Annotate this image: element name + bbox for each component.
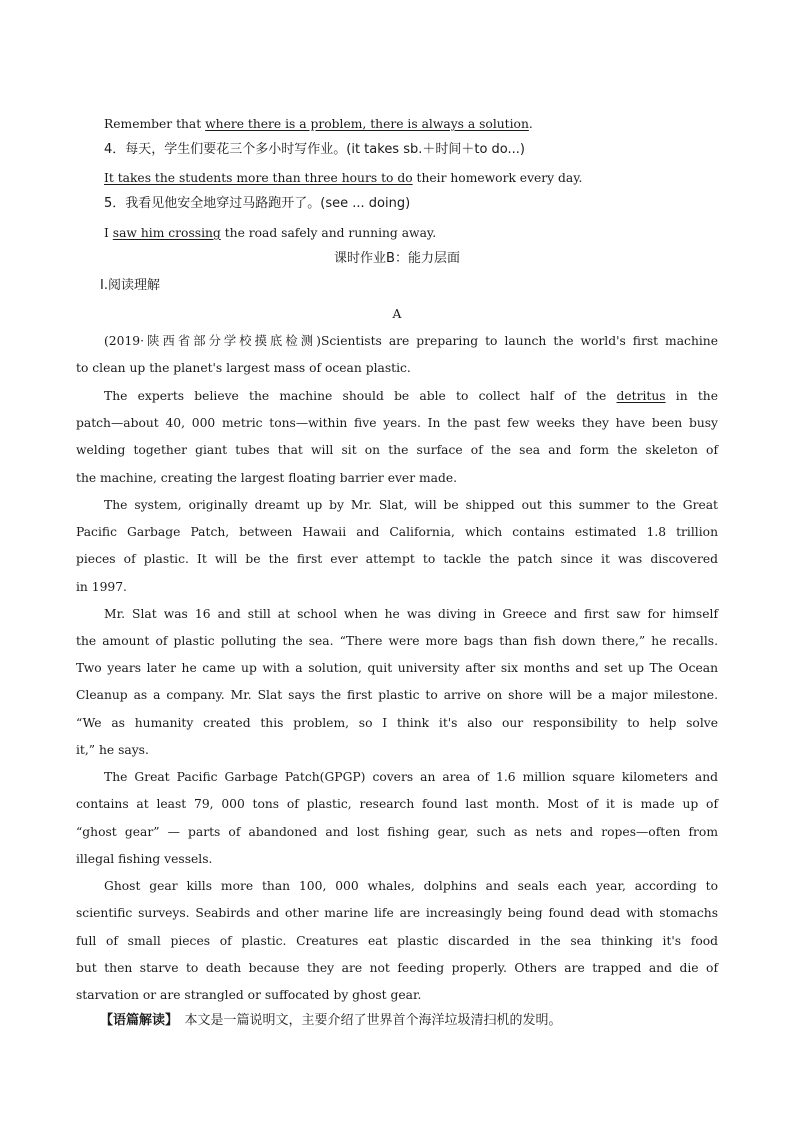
passage-line: welding together giant tubes that will sit on the surface of the sea and form the skeleton of — [76, 443, 718, 457]
answer-line-4 — [104, 170, 718, 186]
passage-line: the machine, creating the largest floating barrier ever made. — [76, 471, 458, 485]
analysis-line — [100, 1013, 714, 1029]
section-title: 课时作业B：能力层面 — [334, 251, 460, 266]
passage-line: Cleanup as a company. Mr. Slat says the first plastic to arrive on shore will be a major milestone. — [76, 688, 718, 702]
passage-line: the amount of plastic polluting the sea. “There were more bags than fish down there,” he recalls. — [76, 634, 718, 648]
passage-line: Pacific Garbage Patch, between Hawaii and California, which contains estimated 1.8 trillion — [76, 525, 718, 539]
passage-line: contains at least 79, 000 tons of plastic, research found last month. Most of it is made up of — [76, 797, 718, 811]
passage-line: (2019·陕西省部分学校摸底检测)Scientists are preparing to launch the world's first machine — [104, 334, 718, 348]
passage-line: in 1997. — [76, 580, 127, 594]
question-4: 4．每天，学生们要花三个多小时写作业。(it takes sb.＋时间＋to do...) — [104, 142, 526, 157]
vocab-underlined: detritus — [616, 389, 666, 403]
passage-line: it,” he says. — [76, 743, 149, 757]
passage-line: full of small pieces of plastic. Creatures eat plastic discarded in the sea thinking it's food — [76, 934, 718, 948]
answer-text: Remember that — [104, 117, 206, 131]
answer-line-3 — [104, 116, 718, 132]
passage-line: starvation or are strangled or suffocated by ghost gear. — [76, 988, 422, 1002]
passage-line: scientific surveys. Seabirds and other marine life are increasingly being found dead with stomachs — [76, 906, 718, 920]
passage-line: Mr. Slat was 16 and still at school when he was diving in Greece and first saw for himself — [104, 607, 718, 621]
answer-underlined: where there is a problem, there is always a solution — [205, 117, 529, 131]
passage-line: illegal fishing vessels. — [76, 852, 213, 866]
passage-line: “ghost gear” — parts of abandoned and lost fishing gear, such as nets and ropes—often from — [76, 825, 718, 839]
passage-line: The Great Pacific Garbage Patch(GPGP) covers an area of 1.6 million square kilometers and — [104, 770, 718, 784]
answer-underlined: It takes the students more than three hours to do — [104, 171, 413, 185]
passage-line: Ghost gear kills more than 100, 000 whales, dolphins and seals each year, according to — [104, 879, 718, 893]
answer-text: I — [104, 226, 113, 240]
passage-line: pieces of plastic. It will be the first ever attempt to tackle the patch since it was discovered — [76, 552, 718, 566]
passage-line: The system, originally dreamt up by Mr. Slat, will be shipped out this summer to the Great — [104, 498, 718, 512]
passage-line: Two years later he came up with a solution, quit university after six months and set up The Ocean — [76, 661, 718, 675]
passage-line: to clean up the planet's largest mass of ocean plastic. — [76, 361, 411, 375]
answer-text: the road safely and running away. — [220, 226, 437, 240]
passage-label: A — [392, 307, 402, 321]
passage-line: but then starve to death because they are not feeding properly. Others are trapped and die of — [76, 961, 718, 975]
answer-line-5 — [104, 225, 718, 241]
section-subtitle: Ⅰ.阅读理解 — [100, 278, 160, 293]
answer-text: their homework every day. — [412, 171, 583, 185]
analysis-label: 【语篇解读】 — [100, 1013, 172, 1028]
passage-line: “We as humanity created this problem, so I think it's also our responsibility to help solve — [76, 716, 718, 730]
passage-line: patch—about 40, 000 metric tons—within five years. In the past few weeks they have been busy — [76, 416, 718, 430]
analysis-text: 本文是一篇说明文，主要介绍了世界首个海洋垃圾清扫机的发明。 — [171, 1013, 562, 1028]
passage-line: The experts believe the machine should be able to collect half of the detritus in the — [104, 389, 718, 403]
answer-text: . — [528, 117, 533, 131]
question-5: 5．我看见他安全地穿过马路跑开了。(see ... doing) — [104, 196, 411, 211]
answer-underlined: saw him crossing — [112, 226, 221, 240]
